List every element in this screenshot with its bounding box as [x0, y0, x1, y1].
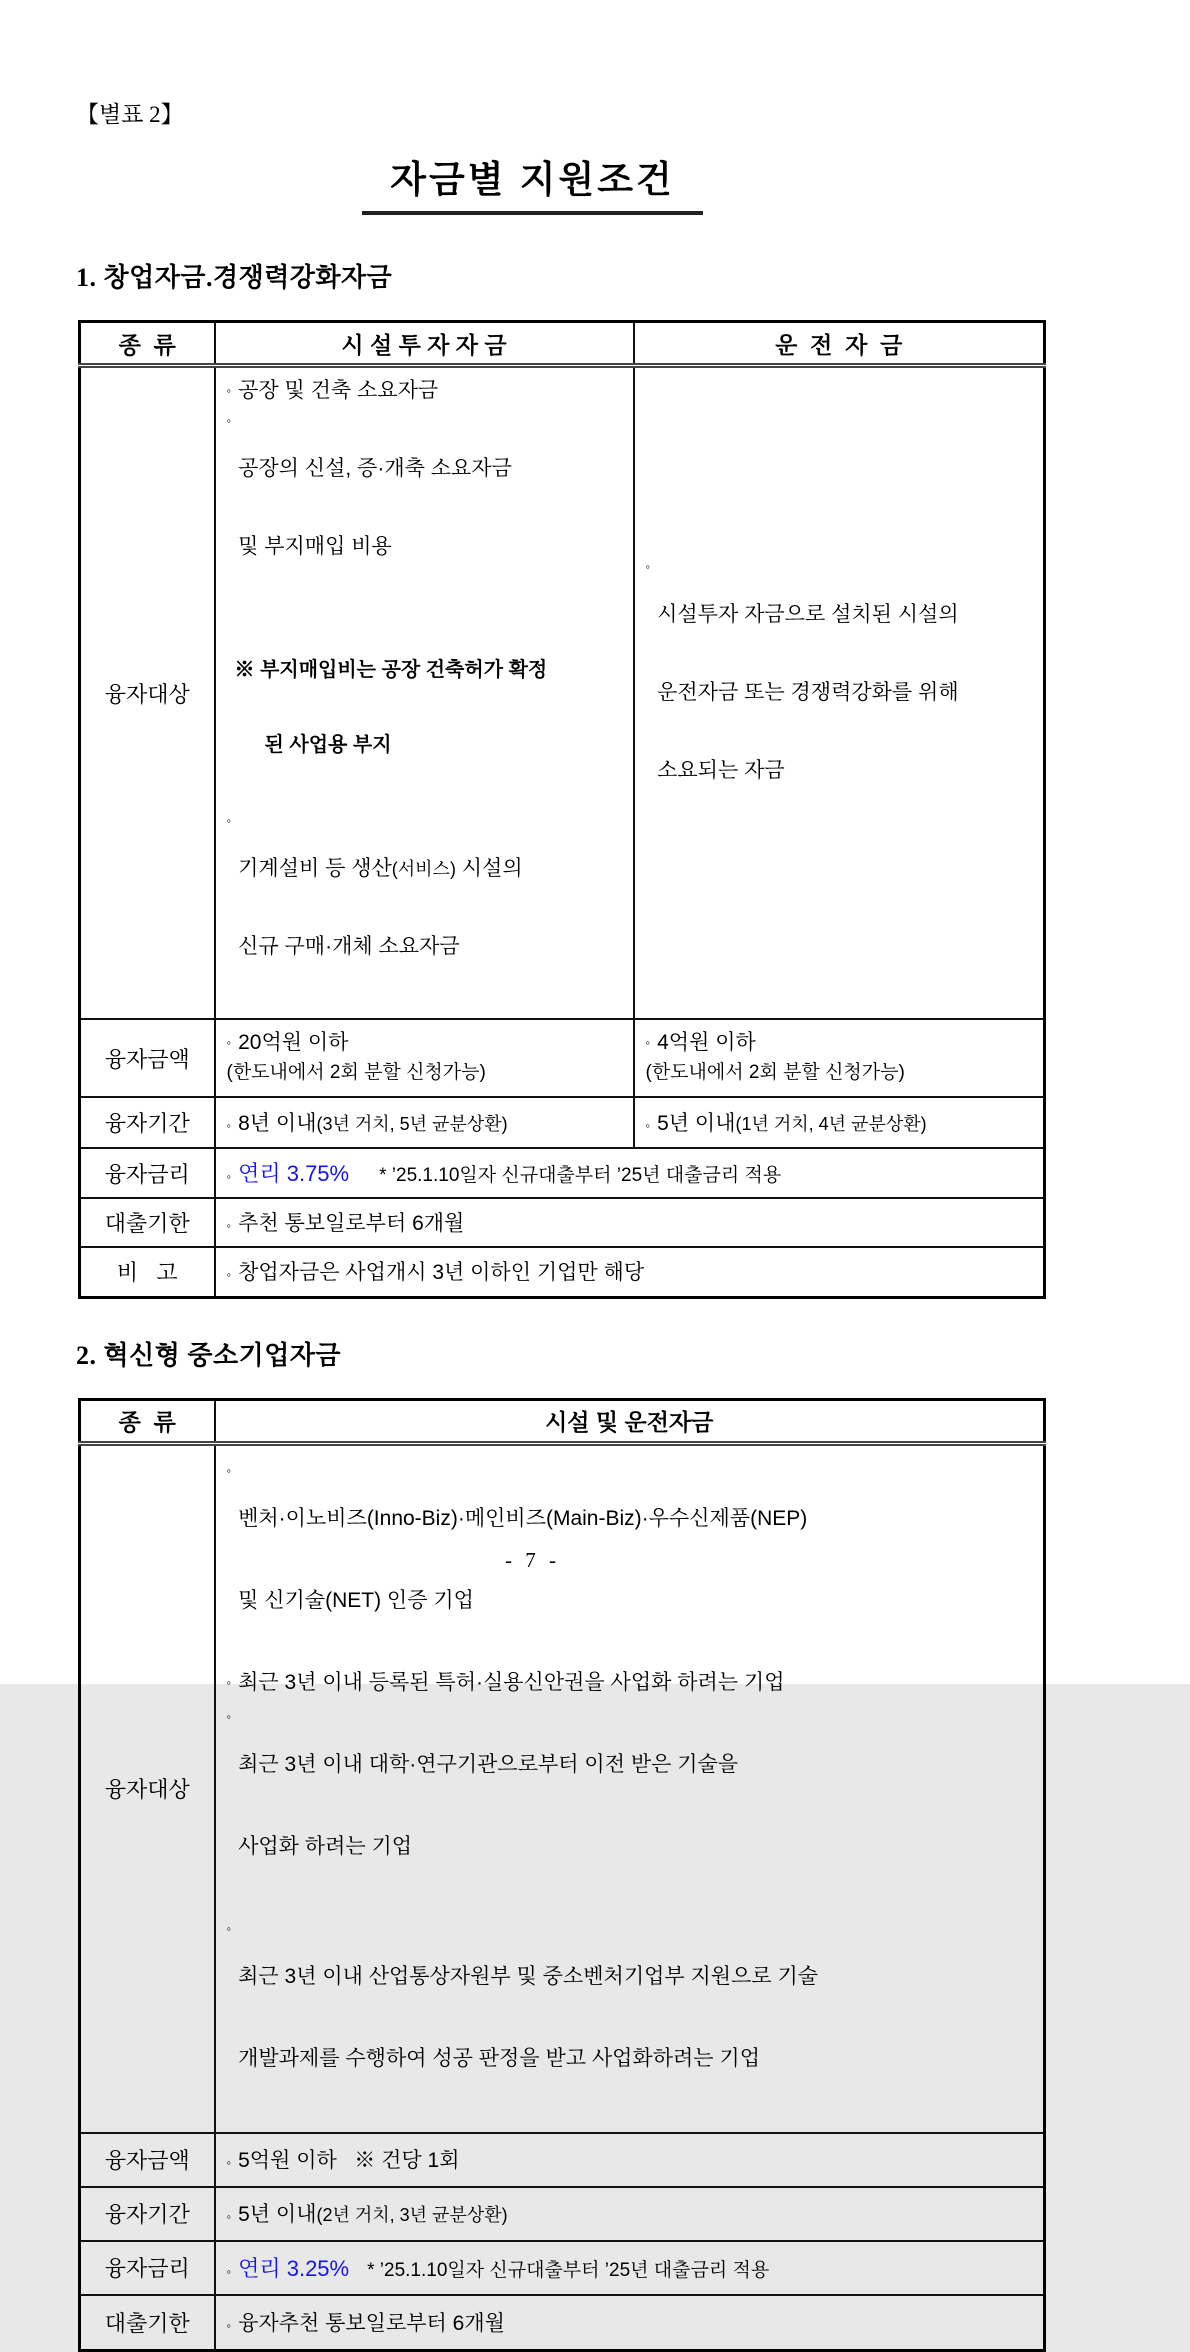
- target-facility-item2-line1: 공장의 신설, 증·개축 소요자금: [238, 454, 512, 484]
- bullet-icon: ◦: [646, 552, 651, 582]
- amount2-value: 5억원 이하 ※ 건당 1회: [238, 2144, 459, 2174]
- table2-col-type: 종 류: [80, 1399, 215, 1443]
- bullet-icon: ◦: [227, 376, 232, 406]
- table1-row-target: [80, 366, 1045, 1020]
- deadline-value: 추천 통보일로부터 6개월: [238, 1207, 464, 1237]
- bullet-icon: ◦: [227, 1165, 232, 1189]
- rate2-value: 연리 3.25%: [238, 2252, 349, 2283]
- bullet-icon: ◦: [227, 406, 232, 436]
- table1-col-facility: 시 설 투 자 자 금: [215, 322, 634, 366]
- table2-row-period: [80, 2187, 1045, 2241]
- target-operating-line2: 운전자금 또는 경쟁력강화를 위해: [657, 678, 959, 708]
- target2-item1-line2: 및 신기술(NET) 인증 기업: [238, 1584, 807, 1618]
- table-startup-competitiveness-funds: [78, 320, 1046, 1299]
- amount-operating-main: 4억원 이하: [657, 1028, 756, 1058]
- row-label-rate: 융자금리: [80, 1148, 215, 1198]
- list-item: [225, 1700, 1036, 1912]
- cell-rate: [215, 1148, 1045, 1198]
- rate2-note: * ’25.1.10일자 신규대출부터 ’25년 대출금리 적용: [367, 2255, 769, 2282]
- note-line2: 된 사업용 부지: [265, 731, 625, 760]
- cell-amount2: [215, 2133, 1045, 2187]
- bullet-icon: ◦: [227, 2260, 232, 2284]
- bullet-icon: ◦: [227, 1263, 232, 1287]
- list-item: [225, 1912, 1036, 2124]
- target2-item3-line2: 사업화 하려는 기업: [238, 1830, 738, 1864]
- table2-row-amount: [80, 2133, 1045, 2187]
- table2-row-target: [80, 1443, 1045, 2133]
- bullet-icon: ◦: [227, 1666, 232, 1700]
- rate-value: 연리 3.75%: [238, 1157, 349, 1188]
- table1-row-amount: [80, 1019, 1045, 1097]
- row-label-target2: 융자대상: [80, 1443, 215, 2133]
- period-facility-main: 8년 이내: [238, 1107, 316, 1137]
- list-item: [225, 806, 625, 1010]
- row-label-amount: 융자금액: [80, 1019, 215, 1097]
- row-label-amount2: 융자금액: [80, 2133, 215, 2187]
- period-operating-main: 5년 이내: [657, 1107, 735, 1137]
- bullet-icon: ◦: [227, 1912, 232, 1946]
- page-title: 자금별 지원조건: [362, 149, 702, 215]
- bullet-icon: ◦: [227, 2151, 232, 2175]
- remark-value: 창업자금은 사업개시 3년 이하인 기업만 해당: [238, 1256, 644, 1286]
- table2-row-deadline: [80, 2295, 1045, 2351]
- table1-row-remark: [80, 1247, 1045, 1297]
- deadline2-value: 융자추천 통보일로부터 6개월: [238, 2307, 505, 2337]
- amount-operating-sub: (한도내에서 2회 분할 신청가능): [646, 1058, 1036, 1088]
- table1-row-rate: [80, 1148, 1045, 1198]
- table1-row-deadline: [80, 1198, 1045, 1247]
- table2-col-value: 시설 및 운전자금: [215, 1399, 1045, 1443]
- target-operating-line1: 시설투자 자금으로 설치된 시설의: [657, 600, 959, 630]
- bullet-icon: ◦: [227, 1454, 232, 1488]
- bullet-icon: ◦: [227, 806, 232, 836]
- annex-label: 【별표 2】: [76, 0, 1190, 129]
- note-line1: ※ 부지매입비는 공장 건축허가 확정: [235, 656, 625, 685]
- target2-item4-line1: 최근 3년 이내 산업통상자원부 및 중소벤처기업부 지원으로 기술: [238, 1960, 818, 1994]
- period-facility-paren: (3년 거치, 5년 균분상환): [316, 1110, 507, 1136]
- table-innovative-sme-funds: [78, 1398, 1046, 2352]
- item3-post: 시설의: [456, 857, 523, 880]
- cell-rate2: [215, 2241, 1045, 2295]
- row-label-deadline2: 대출기한: [80, 2295, 215, 2351]
- target-facility-item2-line2: 및 부지매입 비용: [238, 532, 512, 562]
- target-facility-item1: 공장 및 건축 소요자금: [238, 376, 438, 406]
- row-label-period: 융자기간: [80, 1097, 215, 1148]
- cell-period-operating: [634, 1097, 1045, 1148]
- row-label-rate2: 융자금리: [80, 2241, 215, 2295]
- target2-item4-line2: 개발과제를 수행하여 성공 판정을 받고 사업화하려는 기업: [238, 2042, 818, 2076]
- cell-amount-operating: [634, 1019, 1045, 1097]
- target-operating-line3: 소요되는 자금: [657, 756, 959, 786]
- section2-heading: 2. 혁신형 중소기업자금: [76, 1335, 1190, 1372]
- bullet-icon: ◦: [227, 1700, 232, 1734]
- row-label-deadline: 대출기한: [80, 1198, 215, 1247]
- table1-header-row: [80, 322, 1045, 366]
- table2-header-row: [80, 1399, 1045, 1443]
- row-label-remark: 비 고: [80, 1247, 215, 1297]
- bullet-icon: ◦: [227, 1028, 232, 1058]
- table1-col-operating: 운 전 자 금: [634, 322, 1045, 366]
- list-item: [225, 1028, 625, 1058]
- target2-item1-line1: 벤처·이노비즈(Inno-Biz)·메인비즈(Main-Biz)·우수신제품(NEP): [238, 1502, 807, 1536]
- period2-paren: (2년 거치, 3년 균분상환): [316, 2201, 507, 2227]
- row-label-target: 융자대상: [80, 366, 215, 1020]
- list-item: [225, 406, 625, 610]
- bullet-icon: ◦: [646, 1028, 651, 1058]
- cell-period2: [215, 2187, 1045, 2241]
- target-facility-item3-line2: 신규 구매·개체 소요자금: [238, 932, 523, 962]
- bullet-icon: ◦: [646, 1114, 651, 1138]
- period-operating-paren: (1년 거치, 4년 균분상환): [735, 1110, 926, 1136]
- bullet-icon: ◦: [227, 1214, 232, 1238]
- section1-heading: 1. 창업자금.경쟁력강화자금: [76, 257, 1190, 294]
- target2-item2: 최근 3년 이내 등록된 특허·실용신안권을 사업화 하려는 기업: [238, 1666, 784, 1700]
- target-facility-item3-line1: [238, 854, 523, 884]
- cell-remark: [215, 1247, 1045, 1297]
- page-number: - 7 -: [75, 1548, 990, 1573]
- cell-period-facility: [215, 1097, 634, 1148]
- amount-facility-sub: (한도내에서 2회 분할 신청가능): [227, 1058, 625, 1088]
- cell-target-operating: [634, 366, 1045, 1020]
- cell-target-facility: [215, 366, 634, 1020]
- cell-deadline: [215, 1198, 1045, 1247]
- title-container: [75, 149, 990, 215]
- item3-paren: (서비스): [392, 859, 456, 879]
- rate-note: * ’25.1.10일자 신규대출부터 ’25년 대출금리 적용: [379, 1160, 781, 1187]
- list-item: [225, 1666, 1036, 1700]
- list-item: [644, 552, 1036, 834]
- bullet-icon: ◦: [227, 2314, 232, 2338]
- table1-row-period: [80, 1097, 1045, 1148]
- cell-amount-facility: [215, 1019, 634, 1097]
- amount-facility-main: 20억원 이하: [238, 1028, 348, 1058]
- list-item: [225, 376, 625, 406]
- list-item: [644, 1028, 1036, 1058]
- bullet-icon: ◦: [227, 2205, 232, 2229]
- row-label-period2: 융자기간: [80, 2187, 215, 2241]
- target-facility-note: [235, 610, 625, 806]
- cell-target2: [215, 1443, 1045, 2133]
- period2-main: 5년 이내: [238, 2198, 316, 2228]
- bullet-icon: ◦: [227, 1114, 232, 1138]
- table1-col-type: 종 류: [80, 322, 215, 366]
- cell-deadline2: [215, 2295, 1045, 2351]
- target2-item3-line1: 최근 3년 이내 대학·연구기관으로부터 이전 받은 기술을: [238, 1748, 738, 1782]
- table2-row-rate: [80, 2241, 1045, 2295]
- item3-pre: 기계설비 등 생산: [238, 857, 392, 880]
